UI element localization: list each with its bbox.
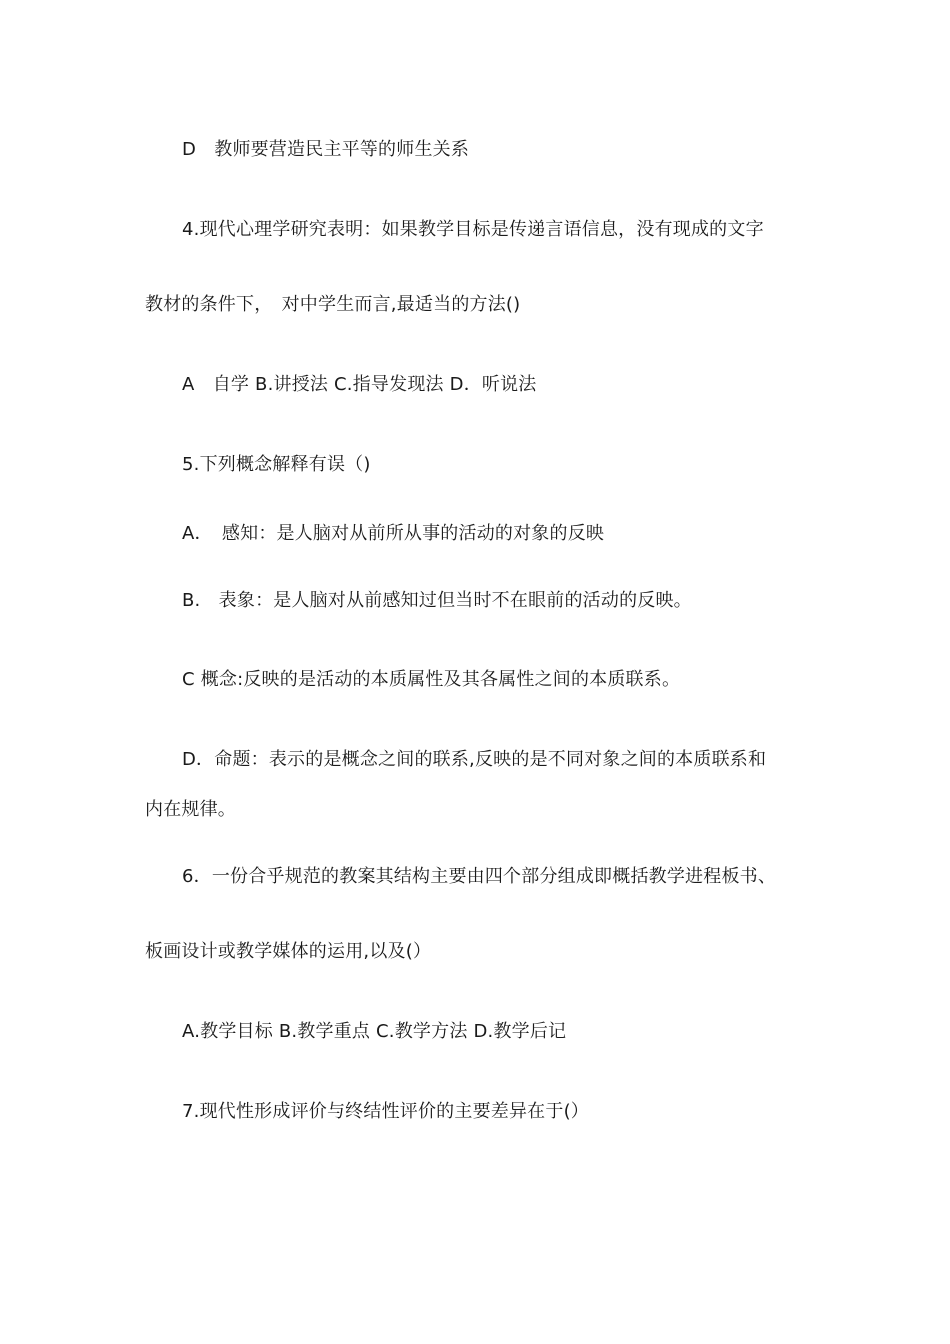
question-5-option-a: A． 感知：是人脑对从前所从事的活动的对象的反映 bbox=[182, 523, 605, 544]
question-6-options: A.教学目标 B.教学重点 C.教学方法 D.教学后记 bbox=[182, 1021, 567, 1042]
question-5-option-d-line-2: 内在规律。 bbox=[145, 799, 236, 820]
question-5-option-b: B. 表象：是人脑对从前感知过但当时不在眼前的活动的反映。 bbox=[182, 590, 692, 611]
question-5-option-d-line-1: D．命题：表示的是概念之间的联系,反映的是不同对象之间的本质联系和 bbox=[182, 749, 767, 770]
question-6-stem-line-1: 6．一份合乎规范的教案其结构主要由四个部分组成即概括教学进程板书、 bbox=[182, 866, 777, 887]
question-4-stem-line-2: 教材的条件下， 对中学生而言,最适当的方法() bbox=[145, 294, 521, 315]
question-5-option-c: C 概念:反映的是活动的本质属性及其各属性之间的本质联系。 bbox=[182, 669, 681, 690]
question-7-stem: 7.现代性形成评价与终结性评价的主要差异在于(） bbox=[182, 1101, 589, 1122]
question-6-stem-line-2: 板画设计或教学媒体的运用,以及(） bbox=[145, 941, 432, 962]
question-4-stem-line-1: 4.现代心理学研究表明：如果教学目标是传递言语信息，没有现成的文字 bbox=[182, 219, 764, 240]
question-3-option-d: D 教师要营造民主平等的师生关系 bbox=[182, 139, 470, 160]
question-4-options: A 自学 B.讲授法 C.指导发现法 D．听说法 bbox=[182, 374, 537, 395]
question-5-stem: 5.下列概念解释有误（) bbox=[182, 454, 371, 475]
